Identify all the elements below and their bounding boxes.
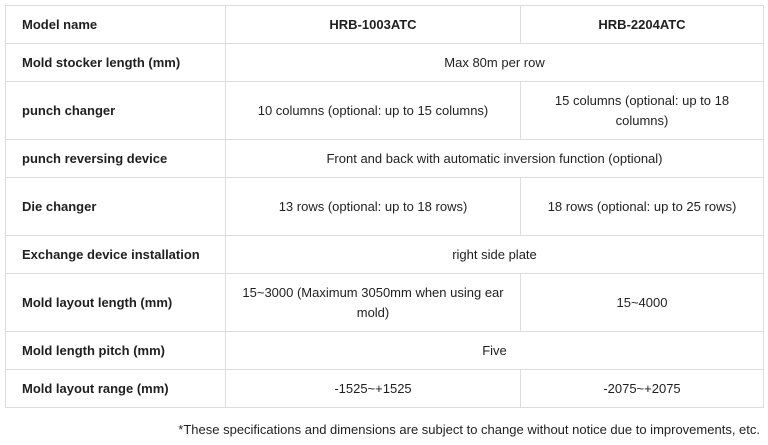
row-label: Mold layout length (mm) (6, 274, 226, 332)
row-value-merged: Front and back with automatic inversion function (optional) (226, 140, 764, 178)
table-row (6, 140, 764, 178)
table-row (6, 236, 764, 274)
row-label: punch reversing device (6, 140, 226, 178)
row-label: Mold length pitch (mm) (6, 332, 226, 370)
row-value-merged: Max 80m per row (226, 44, 764, 82)
row-value-model-2: 15 columns (optional: up to 18 columns) (521, 82, 764, 140)
table-header-row (6, 6, 764, 44)
row-value-model-2: -2075~+2075 (521, 370, 764, 408)
row-value-model-2: 18 rows (optional: up to 25 rows) (521, 178, 764, 236)
header-model-2: HRB-2204ATC (521, 6, 764, 44)
footnote-disclaimer: *These specifications and dimensions are subject to change without notice due to improvements, etc. (178, 422, 760, 437)
specifications-table (5, 5, 764, 408)
table-row (6, 332, 764, 370)
row-value-merged: Five (226, 332, 764, 370)
header-label-cell: Model name (6, 6, 226, 44)
table-row (6, 44, 764, 82)
row-value-model-1: -1525~+1525 (226, 370, 521, 408)
table-row (6, 82, 764, 140)
table-row (6, 274, 764, 332)
table-row (6, 370, 764, 408)
row-value-model-2: 15~4000 (521, 274, 764, 332)
table-row (6, 178, 764, 236)
row-value-model-1: 13 rows (optional: up to 18 rows) (226, 178, 521, 236)
row-label: Exchange device installation (6, 236, 226, 274)
row-label: Mold layout range (mm) (6, 370, 226, 408)
row-value-model-1: 15~3000 (Maximum 3050mm when using ear mold) (226, 274, 521, 332)
header-model-1: HRB-1003ATC (226, 6, 521, 44)
row-value-model-1: 10 columns (optional: up to 15 columns) (226, 82, 521, 140)
row-label: Die changer (6, 178, 226, 236)
row-label: Mold stocker length (mm) (6, 44, 226, 82)
row-label: punch changer (6, 82, 226, 140)
row-value-merged: right side plate (226, 236, 764, 274)
